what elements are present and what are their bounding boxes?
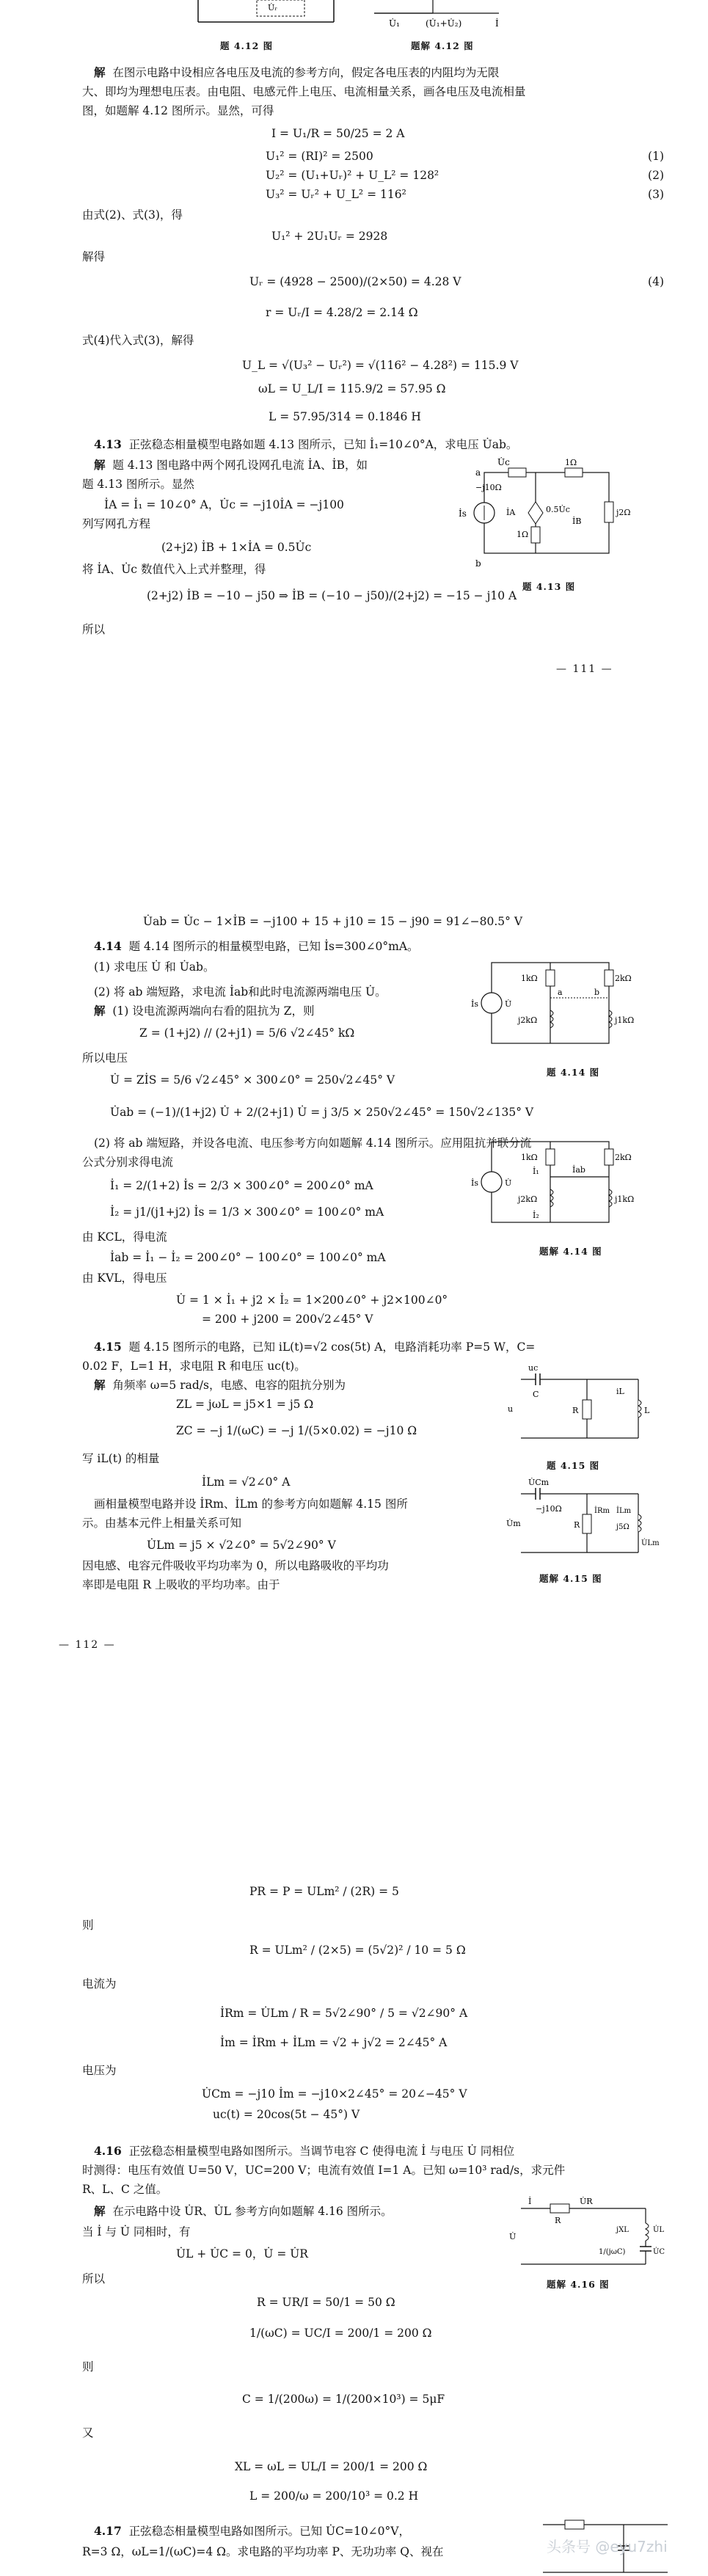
figure-4-12-solution (367, 0, 536, 37)
p414-step-2b: 公式分别求得电流 (82, 1156, 174, 1169)
fig414s-label-l2: j1kΩ (615, 1194, 635, 1204)
p415-title: 题 4.15 图所示的电路，已知 iL(t)=√2 cos(5t) A，电路消耗功率 P=5 W，C= (128, 1340, 536, 1354)
p412-line-4: 由式(2)、式(3)，得 (82, 208, 183, 222)
eq-412-9: ωL = U_L/I = 115.9/2 = 57.95 Ω (258, 382, 446, 395)
p416-title: 正弦稳态相量模型电路如图所示。当调节电容 C 使得电流 İ 与电压 U̇ 同相位 (128, 2145, 515, 2158)
p416-line-5: 又 (82, 2426, 94, 2440)
fig415s-label-irm: İRm (594, 1507, 610, 1515)
fig-label-i: İ (495, 18, 499, 29)
problem-number-4-13: 4.13 (94, 437, 122, 451)
eq-415b-2: R = ULm² / (2×5) = (5√2)² / 10 = 5 Ω (249, 1944, 466, 1957)
p415b-line-1: 则 (82, 1919, 94, 1932)
eq-412-8: U_L = √(U₃² − Uᵣ²) = √(116² − 4.28²) = 115.9 V (242, 359, 519, 372)
p412-line-3: 图，如题解 4.12 图所示。显然，可得 (82, 104, 274, 117)
caption-fig-4-16-solution: 题解 4.16 图 (547, 2279, 610, 2290)
problem-number-4-15: 4.15 (94, 1340, 122, 1354)
page-113 (0, 1849, 708, 2576)
problem-number-4-16: 4.16 (94, 2144, 122, 2158)
fig414-label-is: İs (471, 999, 478, 1009)
eq-414-5: İ₂ = j1/(j1+j2) İs = 1/3 × 300∠0° = 100∠0° mA (110, 1205, 384, 1219)
eq-414-7: U̇ = 1 × İ₁ + j2 × İ₂ = 1×200∠0° + j2×100∠0° (176, 1294, 448, 1307)
eq-414-3: U̇ab = (−1)/(1+j2) U̇ + 2/(2+j1) U̇ = j 3/5 × 250√2∠45° = 150√2∠135° V (110, 1106, 534, 1119)
eq-412-1: I = U₁/R = 50/25 = 2 A (271, 127, 405, 140)
eq-415b-5: U̇Cm = −j10 İm = −j10×2∠45° = 20∠−45° V (202, 2087, 467, 2101)
p416-title-3: R、L、C 之值。 (82, 2183, 168, 2196)
eq-416-2: R = UR/I = 50/1 = 50 Ω (257, 2296, 395, 2309)
p414-title: 题 4.14 图所示的相量模型电路，已知 İs=300∠0°mA。 (128, 940, 419, 953)
eq-412-6: Uᵣ = (4928 − 2500)/(2×50) = 4.28 V (249, 275, 461, 288)
solution-label: 解 (94, 458, 106, 472)
problem-number-4-14: 4.14 (94, 939, 122, 953)
p416-line-3: 所以 (82, 2272, 106, 2285)
p413-line-2: 题 4.13 图所示。显然 (82, 478, 194, 491)
eq-414-2: U̇ = ZİS = 5/6 √2∠45° × 300∠0° = 250√2∠45° V (110, 1073, 395, 1087)
eq-414-1: Z = (1+j2) // (2+j1) = 5/6 √2∠45° kΩ (139, 1026, 355, 1040)
fig415-label-il: iL (616, 1387, 624, 1396)
caption-fig-4-12: 题 4.12 图 (220, 40, 274, 51)
eq-415-3: İLm = √2∠0° A (202, 1475, 291, 1489)
p416-line-4: 则 (82, 2360, 94, 2374)
p415b-line-3: 电压为 (82, 2064, 117, 2077)
fig-label-u1: U̇₁ (389, 18, 400, 29)
page-number-112: — 112 — (59, 1639, 116, 1651)
eq-416-4: C = 1/(200ω) = 1/(200×10³) = 5μF (242, 2393, 445, 2406)
fig415-label-u: u (508, 1404, 514, 1414)
fig415-label-r: R (572, 1406, 579, 1415)
fig415-label-c: C (533, 1390, 539, 1399)
fig415-label-uc: uc (528, 1363, 539, 1373)
caption-fig-4-13: 题 4.13 图 (522, 581, 576, 592)
fig414-label-a: a (558, 988, 563, 997)
p413-line-4: 将 İA、U̇c 数值代入上式并整理，得 (82, 563, 266, 576)
fig415s-label-ucm: U̇Cm (528, 1478, 550, 1487)
fig416-label-ur: U̇R (580, 2197, 593, 2206)
eqno-2: (2) (648, 169, 664, 182)
caption-fig-4-14-solution: 题解 4.14 图 (539, 1246, 602, 1257)
eq-412-4: U₃² = Uᵣ² + U_L² = 116² (266, 188, 406, 201)
caption-fig-4-12-solution: 题解 4.12 图 (411, 40, 474, 51)
p415-line-1: 角频率 ω=5 rad/s，电感、电容的阻抗分别为 (112, 1379, 346, 1392)
p415-title-2: 0.02 F，L=1 H，求电阻 R 和电压 uc(t)。 (82, 1360, 306, 1373)
fig414s-label-i1: İ₁ (533, 1167, 539, 1176)
figure-4-15-solution (506, 1478, 660, 1567)
eq-414-8: = 200 + j200 = 200√2∠45° V (202, 1313, 373, 1326)
fig414-label-r1: 1kΩ (521, 974, 538, 983)
eqno-4: (4) (648, 275, 664, 288)
fig415s-label-um: U̇m (506, 1519, 521, 1528)
figure-4-12 (183, 0, 352, 37)
eq-412-10: L = 57.95/314 = 0.1846 H (269, 410, 421, 423)
fig414-label-r2: 2kΩ (615, 974, 632, 983)
caption-fig-4-15: 题 4.15 图 (547, 1460, 600, 1471)
p414-line-3: 由 KVL，得电压 (82, 1271, 167, 1285)
eq-415b-4: İm = İRm + İLm = √2 + j√2 = 2∠45° A (220, 2036, 448, 2049)
p414-line-1: 所以电压 (82, 1051, 128, 1065)
p414-step-2a: (2) 将 ab 端短路，并设各电流、电压参考方向如题解 4.14 图所示。应用阻抗并联分流 (94, 1136, 532, 1150)
eqno-3: (3) (648, 188, 664, 201)
eq-415b-6: uc(t) = 20cos(5t − 45°) V (213, 2108, 360, 2121)
figure-4-14-solution (470, 1127, 638, 1237)
fig415s-label-zl: j5Ω (616, 1523, 629, 1531)
p415-line-6: 率即是电阻 R 上吸收的平均功率。由于 (82, 1578, 280, 1591)
eq-415-2: ZC = −j 1/(ωC) = −j 1/(5×0.02) = −j10 Ω (176, 1424, 417, 1437)
eq-413-3: (2+j2) İB = −10 − j50 ⇒ İB = (−10 − j50)/(2+j2) = −15 − j10 A (147, 589, 517, 602)
fig416-label-uc: U̇C (653, 2248, 665, 2256)
fig416-label-u: U̇ (509, 2232, 517, 2241)
solution-label: 解 (94, 1004, 106, 1018)
fig415-label-l: L (644, 1406, 650, 1415)
fig414s-label-l1: j2kΩ (518, 1194, 538, 1204)
eq-415b-1: PR = P = ULm² / (2R) = 5 (249, 1885, 399, 1898)
p415-line-5: 因电感、电容元件吸收平均功率为 0，所以电路吸收的平均功 (82, 1559, 389, 1572)
fig414s-label-i2: İ₂ (533, 1211, 539, 1220)
p413-title: 正弦稳态相量模型电路如题 4.13 图所示，已知 İ₁=10∠0°A，求电压 U̇ab。 (128, 438, 518, 451)
problem-number-4-17: 4.17 (94, 2524, 122, 2538)
fig414s-label-u: U̇ (505, 1178, 512, 1188)
fig414-label-u: U̇ (505, 999, 512, 1009)
p416-line-1: 在示电路中设 U̇R、U̇L 参考方向如题解 4.16 图所示。 (112, 2205, 393, 2218)
fig413-label-is: İs (459, 508, 467, 519)
p412-line-2: 大、即均为理想电压表。由电阻、电感元件上电压、电流相量关系，画各电压及电流相量 (82, 85, 526, 98)
fig414-label-l2: j1kΩ (615, 1015, 635, 1025)
p415-line-4: 示。由基本元件上相量关系可知 (82, 1517, 242, 1530)
fig414s-label-r2: 2kΩ (615, 1153, 632, 1162)
fig415s-label-ilm: İLm (616, 1507, 632, 1515)
fig-label-ulr: (U̇₁+U̇₂) (426, 18, 462, 29)
fig413-label-vcvs: 0.5U̇c (546, 505, 570, 514)
watermark: 头条号 @eyu7zhi (547, 2538, 668, 2555)
eq-415b-3: İRm = U̇Lm / R = 5√2∠90° / 5 = √2∠90° A (220, 2007, 468, 2020)
p413-line-3: 列写网孔方程 (82, 517, 151, 530)
figure-4-14 (470, 948, 638, 1058)
fig415s-label-r: R (574, 1520, 580, 1530)
p414-step-1: (1) 设电流源两端向右看的阻抗为 Z，则 (112, 1004, 315, 1018)
fig414s-label-is: İs (471, 1178, 478, 1188)
fig413-label-ib: İB (572, 517, 582, 526)
fig415s-label-ulm: U̇Lm (641, 1539, 660, 1547)
eq-412-3: U₂² = (U₁+Uᵣ)² + U_L² = 128² (266, 169, 439, 182)
fig414-label-l1: j2kΩ (518, 1015, 538, 1025)
eq-416-6: L = 200/ω = 200/10³ = 0.2 H (249, 2489, 419, 2503)
p412-line-6: 式(4)代入式(3)，解得 (82, 334, 194, 347)
fig416-label-i: İ (528, 2197, 532, 2206)
fig416-label-c: 1/(jωC) (599, 2248, 626, 2256)
p415-line-3: 画相量模型电路并设 İRm、İLm 的参考方向如题解 4.15 图所 (94, 1497, 408, 1511)
fig416-label-r: R (555, 2216, 561, 2225)
eqno-1: (1) (648, 150, 664, 163)
page-111 (0, 0, 708, 791)
p412-line-5: 解得 (82, 250, 106, 263)
page-number-111: — 111 — (556, 663, 613, 675)
fig413-label-r1: 1Ω (565, 458, 577, 467)
p416-title-2: 时测得：电压有效值 U=50 V，UC=200 V；电流有效值 I=1 A。已知 ω=10³ rad/s，求元件 (82, 2164, 566, 2177)
figure-4-15 (506, 1365, 653, 1453)
fig413-label-b: b (475, 558, 481, 569)
fig413-label-ia: İA (506, 508, 516, 517)
fig414s-label-r1: 1kΩ (521, 1153, 538, 1162)
fig413-label-l2: j2Ω (616, 508, 631, 517)
p415b-line-2: 电流为 (82, 1977, 117, 1991)
p416-line-2: 当 İ 与 U̇ 同相时，有 (82, 2225, 191, 2239)
p414-question-1: (1) 求电压 U̇ 和 U̇ab。 (94, 960, 215, 974)
eq-413-2: (2+j2) İB + 1×İA = 0.5U̇c (161, 541, 312, 554)
fig413-label-uc: U̇c (497, 457, 510, 467)
p412-line-1: 在图示电路中设相应各电压及电流的参考方向，假定各电压表的内阻均为无限 (112, 66, 500, 79)
eq-412-5: U₁² + 2U₁Uᵣ = 2928 (271, 230, 388, 243)
p413-line-5: 所以 (82, 623, 106, 636)
page-112 (0, 822, 708, 1834)
figure-4-16-solution (506, 2194, 668, 2274)
solution-label: 解 (94, 1378, 106, 1392)
fig414s-label-iab: İab (572, 1165, 585, 1175)
solution-label: 解 (94, 2204, 106, 2218)
p417-title: 正弦稳态相量模型电路如图所示。已知 U̇C=10∠0°V， (128, 2525, 410, 2538)
eq-414-0: U̇ab = U̇c − 1×İB = −j100 + 15 + j10 = 15 − j90 = 91∠−80.5° V (143, 915, 523, 928)
fig416-label-ul: U̇L (653, 2226, 665, 2234)
eq-412-2: U₁² = (RI)² = 2500 (266, 150, 373, 163)
p414-line-2: 由 KCL，得电流 (82, 1230, 167, 1244)
figure-4-13 (455, 450, 638, 575)
eq-412-7: r = Uᵣ/I = 4.28/2 = 2.14 Ω (266, 306, 418, 319)
p414-question-2: (2) 将 ab 端短路，求电流 İab和此时电流源两端电压 U̇。 (94, 985, 387, 999)
fig415s-label-zc: −j10Ω (536, 1504, 562, 1514)
eq-415-1: ZL = jωL = j5×1 = j5 Ω (176, 1398, 314, 1411)
fig413-label-r10: −j10Ω (475, 483, 502, 492)
caption-fig-4-14: 题 4.14 图 (547, 1067, 600, 1078)
caption-fig-4-15-solution: 题解 4.15 图 (539, 1573, 602, 1584)
p413-line-1: 题 4.13 图电路中两个网孔设网孔电流 İA、İB，如 (112, 459, 368, 472)
eq-416-5: XL = ωL = UL/I = 200/1 = 200 Ω (235, 2460, 428, 2473)
p417-title-2: R=3 Ω，ωL=1/(ωC)=4 Ω。求电路的平均功率 P、无功功率 Q、视在 (82, 2545, 444, 2558)
fig414-label-b: b (594, 988, 600, 997)
eq-416-1: U̇L + U̇C = 0，U̇ = U̇R (176, 2247, 308, 2261)
fig-label-ur: U̇ᵣ (268, 3, 278, 12)
eq-415-4: U̇Lm = j5 × √2∠0° = 5√2∠90° V (147, 1539, 336, 1552)
solution-label: 解 (94, 65, 106, 79)
eq-416-3: 1/(ωC) = UC/I = 200/1 = 200 Ω (249, 2327, 432, 2340)
fig413-label-r1b: 1Ω (517, 530, 529, 539)
eq-414-6: İab = İ₁ − İ₂ = 200∠0° − 100∠0° = 100∠0° mA (110, 1251, 386, 1264)
fig416-label-jxl: jXL (616, 2226, 629, 2234)
fig413-label-a: a (475, 467, 481, 478)
eq-414-4: İ₁ = 2/(1+2) İs = 2/3 × 300∠0° = 200∠0° mA (110, 1179, 373, 1192)
p415-line-2: 写 iL(t) 的相量 (82, 1452, 160, 1465)
eq-413-1: İA = İ₁ = 10∠0° A，U̇c = −j10İA = −j100 (104, 498, 344, 511)
